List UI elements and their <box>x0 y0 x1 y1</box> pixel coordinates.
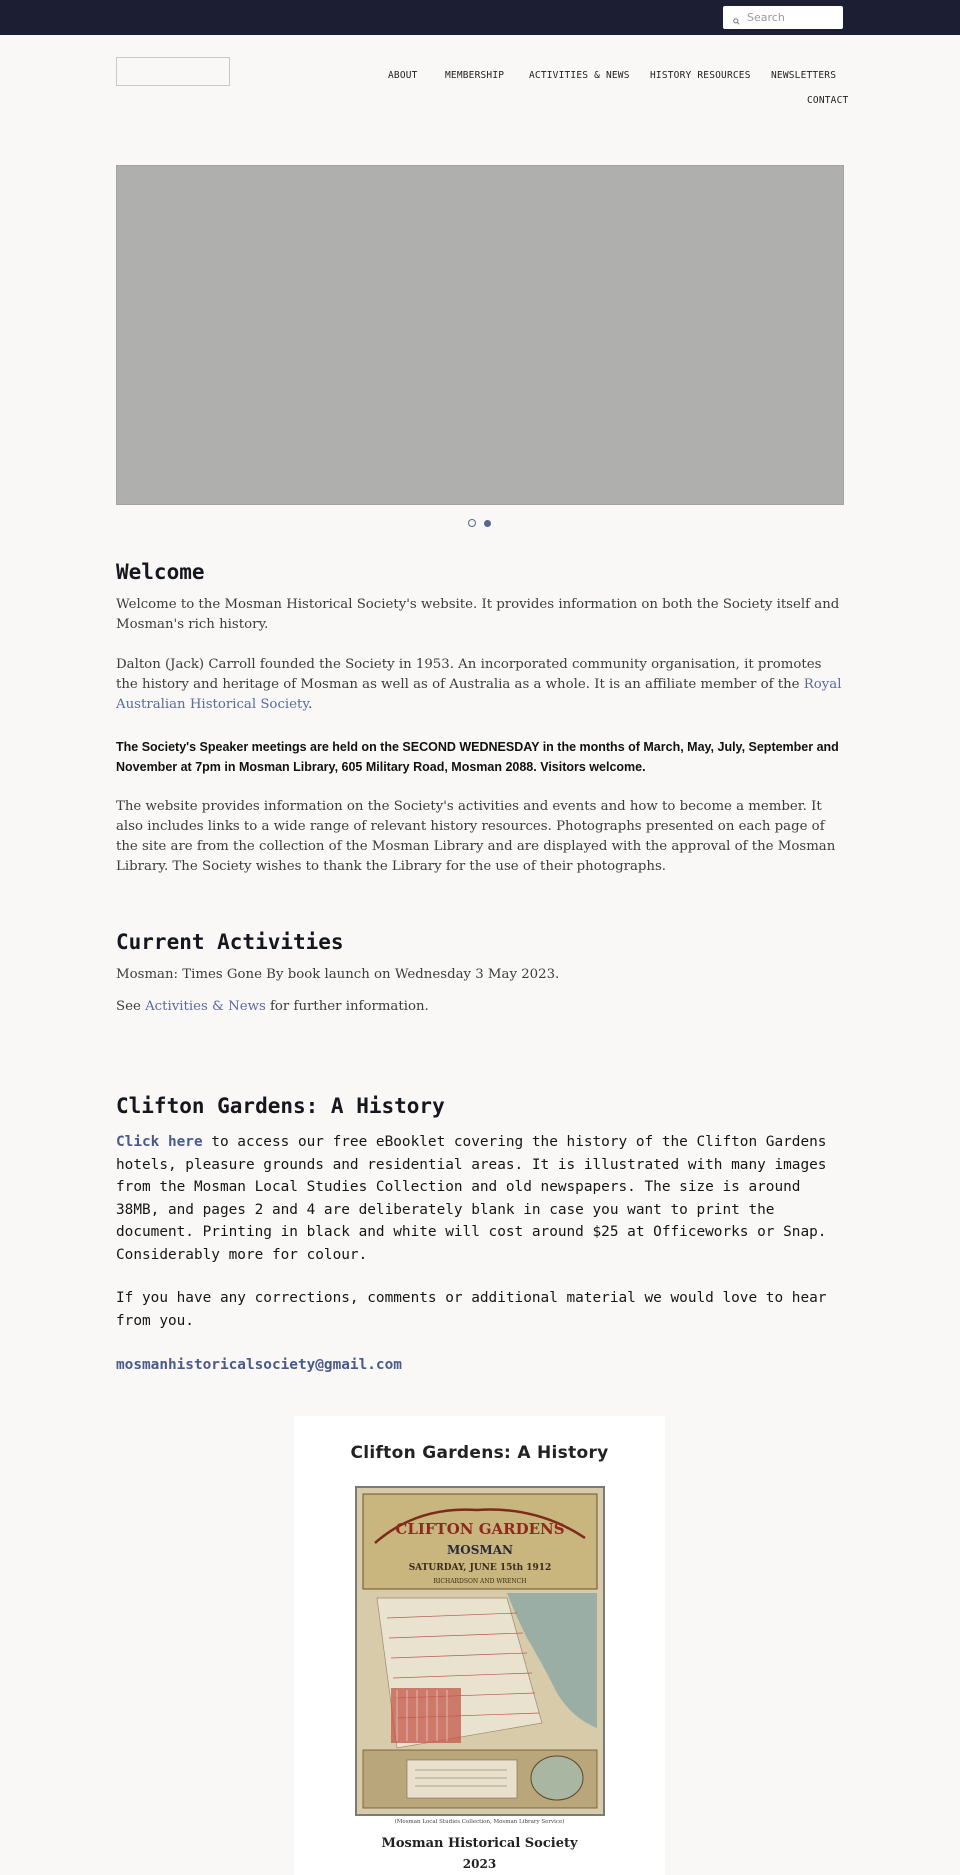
corrections-request: If you have any corrections, comments or additional material we would love to hear from you. <box>116 1290 827 1329</box>
nav-membership[interactable]: MEMBERSHIP <box>445 70 505 81</box>
search-icon[interactable] <box>733 18 740 25</box>
search-input[interactable] <box>747 8 839 27</box>
meetings-notice: The Society's Speaker meetings are held on the SECOND WEDNESDAY in the months of March, May, July, September and November at 7pm in Mosman Library, 605 Military Road, Mosman 2088. Visitors welcome. <box>116 740 839 774</box>
hero-carousel-image[interactable] <box>116 165 844 505</box>
nav-history-resources[interactable]: HISTORY RESOURCES <box>650 70 751 81</box>
see-suffix: for further information. <box>265 999 429 1014</box>
site-logo[interactable] <box>116 57 230 86</box>
poster-agents-text: RICHARDSON AND WRENCH <box>433 1578 527 1585</box>
clifton-heading: Clifton Gardens: A History <box>116 1094 445 1118</box>
activities-launch: Mosman: Times Gone By book launch on Wednesday 3 May 2023. <box>116 967 560 982</box>
founding-text: Dalton (Jack) Carroll founded the Society in 1953. An incorporated community organisation, it promotes the history and heritage of Mosman as well as of Australia as a whole. It is an affiliate member of the <box>116 657 822 692</box>
poster-date-text: SATURDAY, JUNE 15th 1912 <box>408 1563 552 1573</box>
welcome-intro: Welcome to the Mosman Historical Society's website. It provides information on both the Society itself and Mosman's rich history. <box>116 597 840 632</box>
clifton-description <box>116 1131 836 1266</box>
website-info: The website provides information on the Society's activities and events and how to become a member. It also includes links to a wide range of relevant history resources. Photographs presented on each page of the site are from the collection of the Mosman Library and are displayed with the approval of the Mosman Library. The Society wishes to thank the Library for the use of their photographs. <box>116 799 836 874</box>
poster-place-text: MOSMAN <box>447 1543 513 1557</box>
top-bar <box>0 0 960 35</box>
booklet-organisation: Mosman Historical Society <box>381 1836 578 1851</box>
booklet-caption: (Mosman Local Studies Collection, Mosman Library Service) <box>394 1819 565 1825</box>
activities-see-more <box>116 997 846 1017</box>
welcome-heading: Welcome <box>116 560 205 584</box>
email-line <box>116 1354 836 1377</box>
nav-newsletters[interactable]: NEWSLETTERS <box>771 70 837 81</box>
click-here-link[interactable]: Click here <box>116 1134 203 1150</box>
founding-end: . <box>308 697 313 712</box>
poster-heading-text: CLIFTON GARDENS <box>395 1520 565 1538</box>
rahs-link[interactable]: Royal Australian Historical Society <box>116 677 842 712</box>
see-prefix: See <box>116 999 146 1014</box>
clifton-gardens-poster <box>355 1486 605 1816</box>
welcome-founding <box>116 655 846 715</box>
search-box[interactable] <box>723 6 843 29</box>
activities-news-link[interactable]: Activities & News <box>145 999 266 1014</box>
activities-heading: Current Activities <box>116 930 344 954</box>
booklet-cover[interactable] <box>294 1416 665 1875</box>
clifton-description-text: to access our free eBooklet covering the history of the Clifton Gardens hotels, pleasure grounds and residential areas. It is illustrated with many images from the Mosman Local Studies Collection and old newspapers. The size is around 38MB, and pages 2 and 4 are deliberately blank in case you want to print the document. Printing in black and white will cost around $25 at Officeworks or Snap. Considerably more for colour. <box>116 1134 827 1263</box>
email-link[interactable]: mosmanhistoricalsociety@gmail.com <box>116 1357 402 1373</box>
nav-contact[interactable]: CONTACT <box>807 95 849 106</box>
nav-about[interactable]: ABOUT <box>388 70 418 81</box>
booklet-title: Clifton Gardens: A History <box>350 1443 609 1463</box>
nav-activities-news[interactable]: ACTIVITIES & NEWS <box>529 70 630 81</box>
booklet-year: 2023 <box>462 1857 497 1871</box>
carousel-dot-2[interactable] <box>484 520 491 527</box>
poster-illustration <box>357 1488 603 1814</box>
carousel-dot-1[interactable] <box>468 519 476 527</box>
